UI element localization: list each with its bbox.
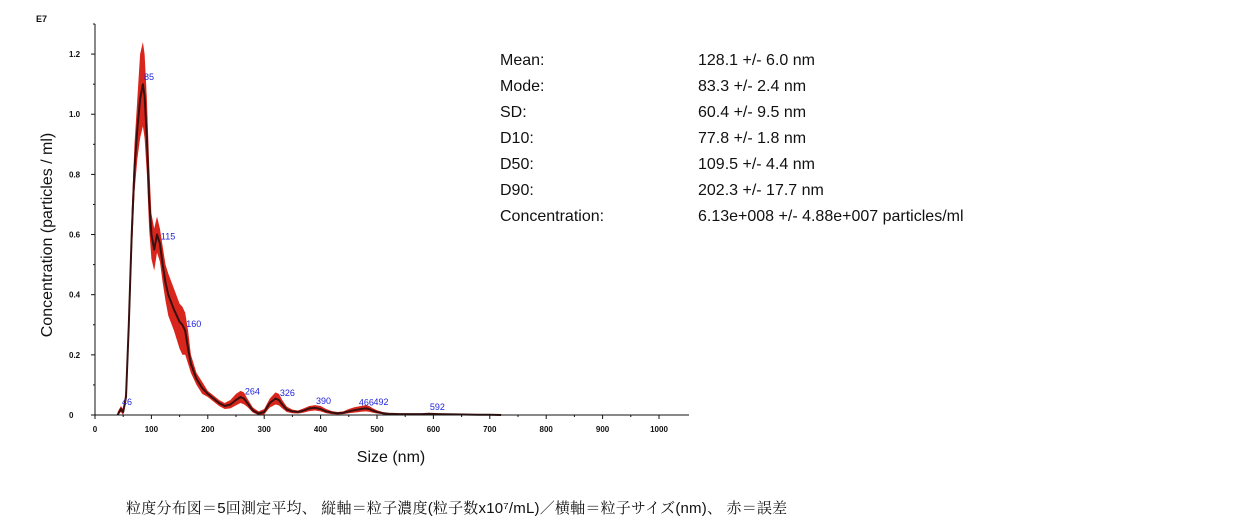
y-tick-label: 0.8: [69, 170, 81, 180]
stat-value: 6.13e+008 +/- 4.88e+007 particles/ml: [698, 208, 964, 225]
stat-value: 109.5 +/- 4.4 nm: [698, 156, 815, 173]
x-tick-label: 300: [257, 425, 271, 434]
x-tick-label: 800: [539, 425, 553, 434]
y-axis-exponent-label: E7: [36, 14, 48, 24]
x-tick-label: 200: [201, 425, 215, 434]
peak-label: 160: [186, 318, 202, 329]
plot-area: [118, 42, 502, 415]
stat-label: Mode:: [500, 78, 545, 95]
mean-line: [118, 84, 502, 415]
stat-label: D10:: [500, 130, 534, 147]
peak-label: 592: [429, 401, 445, 412]
y-tick-label: 0.2: [69, 350, 81, 360]
x-tick-label: 1000: [650, 425, 668, 434]
y-axis-label: Concentration (particles / ml): [39, 132, 56, 338]
stat-value: 60.4 +/- 9.5 nm: [698, 104, 807, 121]
y-tick-label: 0: [69, 411, 74, 420]
x-tick-label: 0: [92, 425, 98, 434]
stat-value: 128.1 +/- 6.0 nm: [698, 52, 815, 69]
y-tick-label: 1.2: [69, 50, 81, 60]
x-tick-label: 700: [483, 425, 497, 434]
stat-value: 77.8 +/- 1.8 nm: [698, 130, 807, 147]
stat-label: Concentration:: [500, 208, 605, 225]
peak-label: 492: [373, 396, 389, 407]
axes: [69, 24, 689, 434]
x-tick-label: 600: [426, 425, 441, 434]
x-tick-label: 100: [144, 425, 159, 434]
x-tick-label: 400: [313, 425, 328, 434]
y-tick-label: 0.6: [69, 230, 81, 240]
stat-label: SD:: [500, 104, 527, 121]
peak-label: 85: [143, 72, 154, 83]
peak-label: 390: [315, 395, 331, 406]
stat-label: Mean:: [500, 52, 545, 69]
x-tick-label: 900: [595, 425, 610, 434]
stat-value: 83.3 +/- 2.4 nm: [698, 78, 807, 95]
peak-label: 115: [160, 231, 176, 242]
error-band: [118, 42, 502, 415]
stat-label: D90:: [500, 182, 534, 199]
stat-label: D50:: [500, 156, 534, 173]
peak-label: 466: [358, 397, 374, 408]
y-tick-label: 1.0: [69, 110, 81, 120]
y-tick-label: 0.4: [69, 290, 81, 300]
peak-label: 264: [244, 386, 260, 397]
x-tick-label: 500: [370, 425, 384, 434]
figure-caption: 粒度分布図＝5回測定平均、 縦軸＝粒子濃度(粒子数x10⁷/mL)／横軸＝粒子サイズ(nm)、 赤＝誤差: [126, 500, 788, 517]
stat-value: 202.3 +/- 17.7 nm: [698, 182, 824, 199]
x-axis-label: Size (nm): [356, 449, 426, 466]
peak-label: 46: [121, 396, 132, 407]
peak-label: 326: [279, 387, 295, 398]
